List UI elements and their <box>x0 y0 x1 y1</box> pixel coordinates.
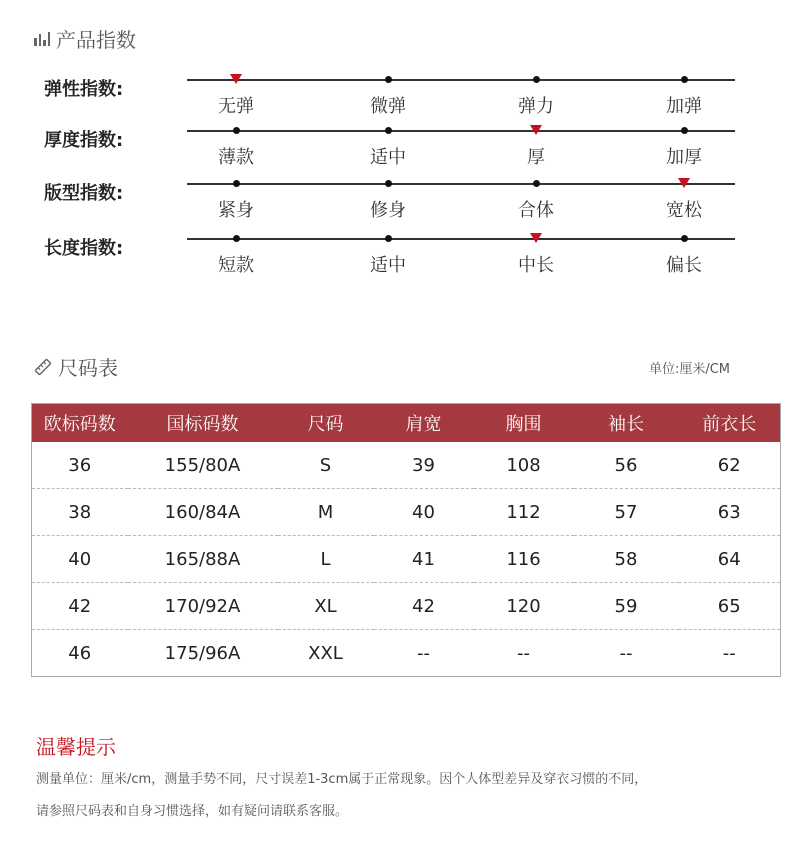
index-label: 厚度指数: <box>44 130 124 151</box>
table-row <box>32 536 781 583</box>
table-cell: L <box>278 536 374 583</box>
product-index-header <box>34 24 136 53</box>
table-cell: 42 <box>374 583 474 630</box>
scale-dot <box>681 76 688 83</box>
tips-title: 温馨提示 <box>36 735 116 759</box>
table-row <box>32 583 781 630</box>
index-option: 宽松 <box>666 200 702 221</box>
index-option: 中长 <box>518 255 554 276</box>
tips-line-2: 请参照尺码表和自身习惯选择，如有疑问请联系客服。 <box>36 804 349 819</box>
table-cell: 59 <box>574 583 679 630</box>
column-header: 尺码 <box>278 404 374 443</box>
table-cell: 170/92A <box>128 583 278 630</box>
table-cell: 65 <box>679 583 781 630</box>
table-cell: 108 <box>474 442 574 489</box>
table-cell: 116 <box>474 536 574 583</box>
scale-dot <box>385 235 392 242</box>
table-cell: 39 <box>374 442 474 489</box>
index-scale-line <box>187 183 735 185</box>
index-scale-line <box>187 79 735 81</box>
scale-dot <box>233 127 240 134</box>
table-cell: -- <box>619 642 633 664</box>
table-cell: 64 <box>679 536 781 583</box>
table-cell: -- <box>722 642 736 664</box>
size-chart-header <box>34 352 118 381</box>
table-cell: 41 <box>374 536 474 583</box>
index-scale-line <box>187 130 735 132</box>
scale-dot <box>681 235 688 242</box>
table-cell: XL <box>278 583 374 630</box>
index-option: 厚 <box>527 147 545 168</box>
scale-dot <box>233 180 240 187</box>
scale-dot <box>385 127 392 134</box>
index-option: 微弹 <box>370 96 406 117</box>
index-label: 版型指数: <box>44 183 124 204</box>
table-cell: 57 <box>574 489 679 536</box>
index-row <box>0 79 790 133</box>
selected-marker-icon <box>530 233 542 243</box>
bar-chart-icon <box>34 32 50 46</box>
index-option: 修身 <box>370 200 406 221</box>
table-cell: 112 <box>474 489 574 536</box>
table-cell: 160/84A <box>128 489 278 536</box>
size-table <box>31 403 781 677</box>
table-cell: 63 <box>679 489 781 536</box>
index-option: 薄款 <box>218 147 254 168</box>
table-cell: 62 <box>679 442 781 489</box>
index-label: 弹性指数: <box>44 79 124 100</box>
table-cell: 46 <box>68 642 92 664</box>
index-label: 长度指数: <box>44 238 124 259</box>
index-option: 紧身 <box>218 200 254 221</box>
size-table-header-row <box>32 404 781 443</box>
table-cell: 42 <box>32 583 128 630</box>
ruler-pencil-icon <box>34 358 52 376</box>
tips-line-1: 测量单位：厘米/cm，测量手势不同，尺寸误差1-3cm属于正常现象。因个人体型差异及穿衣习惯的不同， <box>36 772 648 787</box>
selected-marker-icon <box>678 178 690 188</box>
table-cell: -- <box>417 642 430 664</box>
index-option: 适中 <box>370 147 406 168</box>
column-header: 前衣长 <box>679 404 781 443</box>
index-option: 适中 <box>370 255 406 276</box>
column-header: 胸围 <box>474 404 574 443</box>
index-row <box>0 183 790 237</box>
scale-dot <box>533 76 540 83</box>
product-index-title: 产品指数 <box>56 28 136 52</box>
index-scale-line <box>187 238 735 240</box>
table-cell: 120 <box>474 583 574 630</box>
table-cell: 175/96A <box>164 642 241 664</box>
index-option: 偏长 <box>666 255 702 276</box>
table-cell: 38 <box>32 489 128 536</box>
index-row <box>0 130 790 184</box>
table-row <box>32 489 781 536</box>
table-cell: 155/80A <box>128 442 278 489</box>
table-cell: 56 <box>574 442 679 489</box>
table-cell: 36 <box>32 442 128 489</box>
table-cell: XXL <box>308 642 343 664</box>
scale-dot <box>385 180 392 187</box>
table-cell: -- <box>517 642 530 664</box>
index-row <box>0 238 790 292</box>
table-cell: 58 <box>574 536 679 583</box>
scale-dot <box>533 180 540 187</box>
scale-dot <box>681 127 688 134</box>
unit-label: 单位:厘米/CM <box>648 362 730 377</box>
selected-marker-icon <box>530 125 542 135</box>
index-option: 短款 <box>218 255 254 276</box>
scale-dot <box>385 76 392 83</box>
column-header: 欧标码数 <box>32 404 128 443</box>
selected-marker-icon <box>230 74 242 84</box>
index-option: 无弹 <box>218 96 254 117</box>
table-cell: S <box>278 442 374 489</box>
index-option: 合体 <box>518 200 554 221</box>
table-cell: M <box>278 489 374 536</box>
size-chart-title: 尺码表 <box>58 356 118 380</box>
table-row <box>32 442 781 489</box>
column-header: 肩宽 <box>374 404 474 443</box>
scale-dot <box>233 235 240 242</box>
index-option: 弹力 <box>518 96 554 117</box>
table-row <box>32 630 781 677</box>
table-cell: 40 <box>374 489 474 536</box>
index-option: 加弹 <box>666 96 702 117</box>
index-option: 加厚 <box>666 147 702 168</box>
column-header: 国标码数 <box>128 404 278 443</box>
table-cell: 40 <box>32 536 128 583</box>
column-header: 袖长 <box>574 404 679 443</box>
table-cell: 165/88A <box>128 536 278 583</box>
